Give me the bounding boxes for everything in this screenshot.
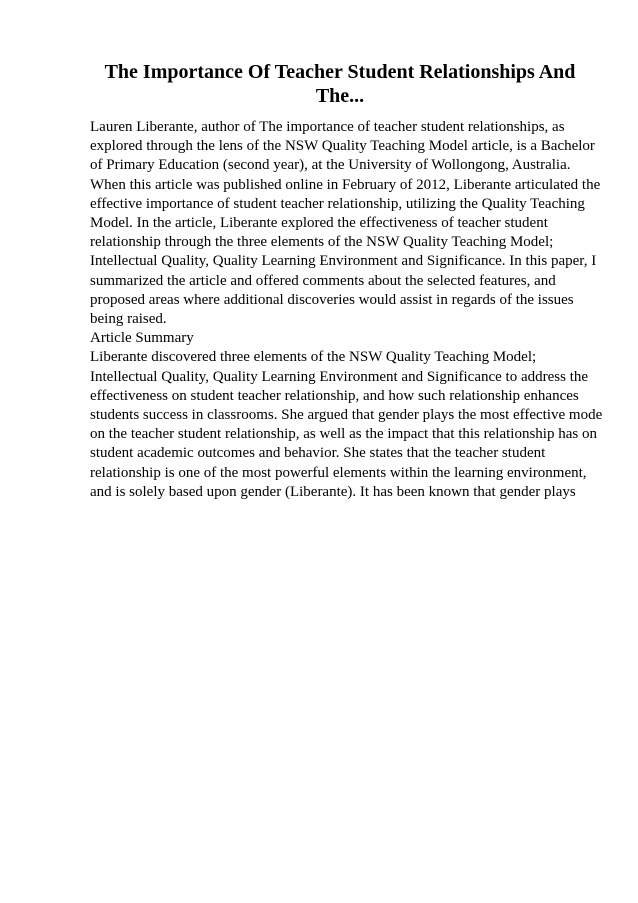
body-line: relationship through the three elements of the NSW Quality Teaching Model; [90, 234, 554, 251]
body-line: Liberante discovered three elements of the NSW Quality Teaching Model; [90, 349, 537, 366]
body-line: effectiveness on student teacher relationship, and how such relationship enhances [90, 387, 579, 404]
document-body [90, 118, 603, 502]
body-line: relationship is one of the most powerful elements within the learning environment, [90, 464, 587, 481]
body-line: Intellectual Quality, Quality Learning Environment and Significance. In this paper, I [90, 253, 597, 270]
body-line: explored through the lens of the NSW Quality Teaching Model article, is a Bachelor [90, 138, 595, 155]
body-line: and is solely based upon gender (Liberante). It has been known that gender plays [90, 483, 576, 500]
section-heading: Article Summary [90, 330, 194, 347]
title-line: The Importance Of Teacher Student Relationships And [104, 61, 576, 83]
body-line: Intellectual Quality, Quality Learning Environment and Significance to address the [90, 368, 589, 385]
title-line: The... [315, 85, 365, 107]
body-line: effective importance of student teacher relationship, utilizing the Quality Teaching [90, 195, 585, 212]
body-line: being raised. [90, 311, 167, 328]
body-line: Lauren Liberante, author of The importance of teacher student relationships, as [90, 119, 565, 135]
body-line: of Primary Education (second year), at the University of Wollongong, Australia. [90, 157, 571, 174]
body-line: student academic outcomes and behavior. She states that the teacher student [90, 445, 546, 462]
body-line: on the teacher student relationship, as well as the impact that this relationship has on [90, 426, 597, 443]
document-title [90, 60, 590, 108]
body-line: When this article was published online in February of 2012, Liberante articulated the [90, 176, 601, 193]
body-line: summarized the article and offered comments about the selected features, and [90, 272, 556, 289]
body-line: proposed areas where additional discoveries would assist in regards of the issues [90, 291, 574, 308]
body-line: Model. In the article, Liberante explored the effectiveness of teacher student [90, 215, 548, 232]
body-line: students success in classrooms. She argued that gender plays the most effective mode [90, 407, 603, 424]
